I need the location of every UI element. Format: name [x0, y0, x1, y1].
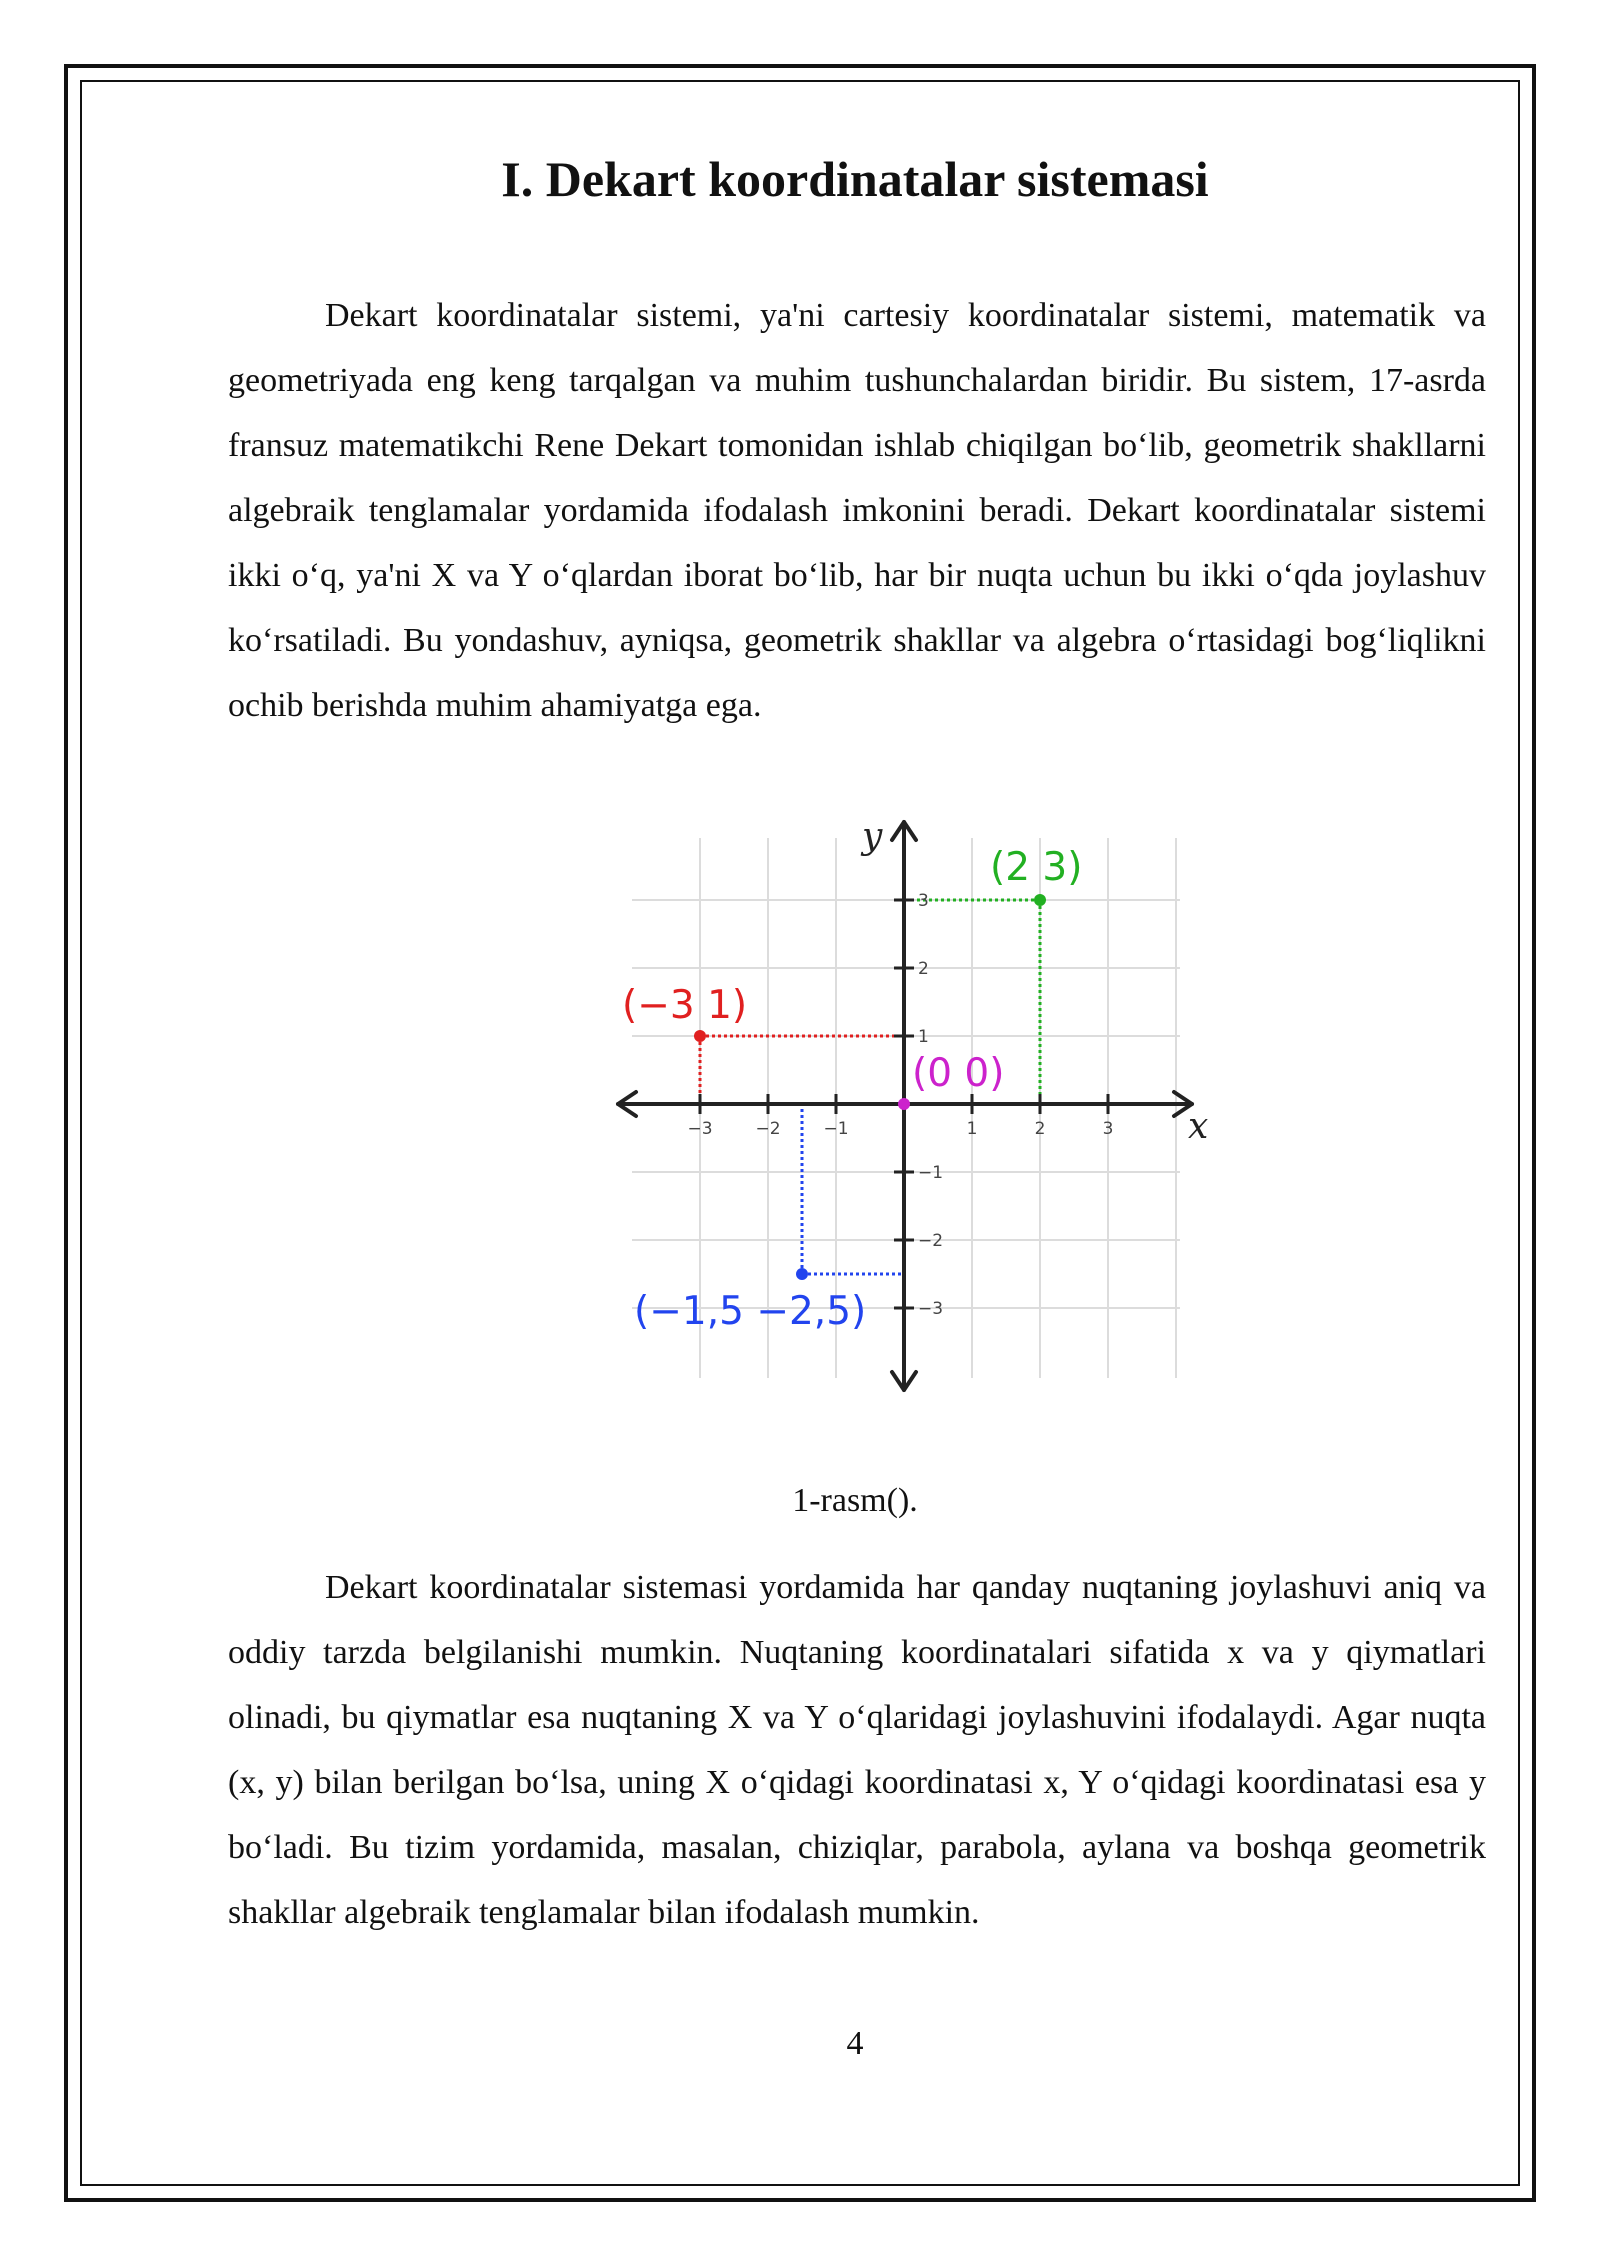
x-axis-label: x	[1188, 1106, 1209, 1147]
x-tick-label: −3	[687, 1119, 713, 1139]
point-label-origin: (0 0)	[912, 1051, 1005, 1096]
y-tick-label: −1	[918, 1163, 944, 1183]
point-label-2-3: (2 3)	[990, 845, 1083, 890]
page-title: I. Dekart koordinatalar sistemasi	[501, 151, 1209, 207]
intro-paragraph: Dekart koordinatalar sistemi, ya'ni cartesiy koordinatalar sistemi, matematik va geometriyada eng keng tarqalgan va muhim tushunchalardan biridir. Bu sistem, 17-asrda fransuz matematikchi Rene Dekart tomonidan ishlab chiqilgan bo‘lib, geometrik shakllarni algebraik tenglamalar yordamida ifodalash imkonini beradi. Dekart koordinatalar sistemi ikki o‘q, ya'ni X va Y o‘qlardan iborat bo‘lib, har bir nuqta uchun bu ikki o‘qda joylashuv ko‘rsatiladi. Bu yondashuv, ayniqsa, geometrik shakllar va algebra o‘rtasidagi bog‘liqlikni ochib berishda muhim ahamiyatga ega.	[228, 297, 1486, 724]
y-tick-label: 3	[918, 891, 929, 911]
point-label-neg3-1: (−3 1)	[622, 983, 748, 1028]
x-tick-label: 2	[1034, 1119, 1046, 1139]
x-tick-label: −1	[823, 1119, 849, 1139]
point-origin	[898, 1098, 910, 1110]
point-label-neg15-neg25: (−1,5 −2,5)	[634, 1289, 867, 1334]
coordinate-figure	[600, 808, 1220, 1408]
y-tick-label: −2	[918, 1231, 944, 1251]
body-paragraph: Dekart koordinatalar sistemasi yordamida har qanday nuqtaning joylashuvi aniq va oddiy tarzda belgilanishi mumkin. Nuqtaning koordinatalari sifatida x va y qiymatlari olinadi, bu qiymatlar esa nuqtaning X va Y o‘qlaridagi joylashuvini ifodalaydi. Agar nuqta (x, y) bilan berilgan bo‘lsa, uning X o‘qidagi koordinatasi x, Y o‘qidagi koordinatasi esa y bo‘ladi. Bu tizim yordamida, masalan, chiziqlar, parabola, aylana va boshqa geometrik shakllar algebraik tenglamalar bilan ifodalash mumkin.	[228, 1569, 1486, 1931]
x-tick-label: 1	[966, 1119, 978, 1139]
y-tick-label: −3	[918, 1299, 944, 1319]
point-2-3	[1034, 894, 1046, 906]
point-neg3-1	[694, 1030, 706, 1042]
y-tick-label: 1	[918, 1027, 929, 1047]
point-neg15-neg25	[796, 1268, 808, 1280]
y-axis-label: y	[862, 816, 883, 857]
x-tick-label: −2	[755, 1119, 781, 1139]
x-tick-label: 3	[1102, 1119, 1114, 1139]
figure-caption: 1-rasm().	[792, 1482, 918, 1519]
page-number: 4	[846, 2025, 864, 2062]
coordinate-plane	[600, 808, 1220, 1408]
y-tick-label: 2	[918, 959, 929, 979]
